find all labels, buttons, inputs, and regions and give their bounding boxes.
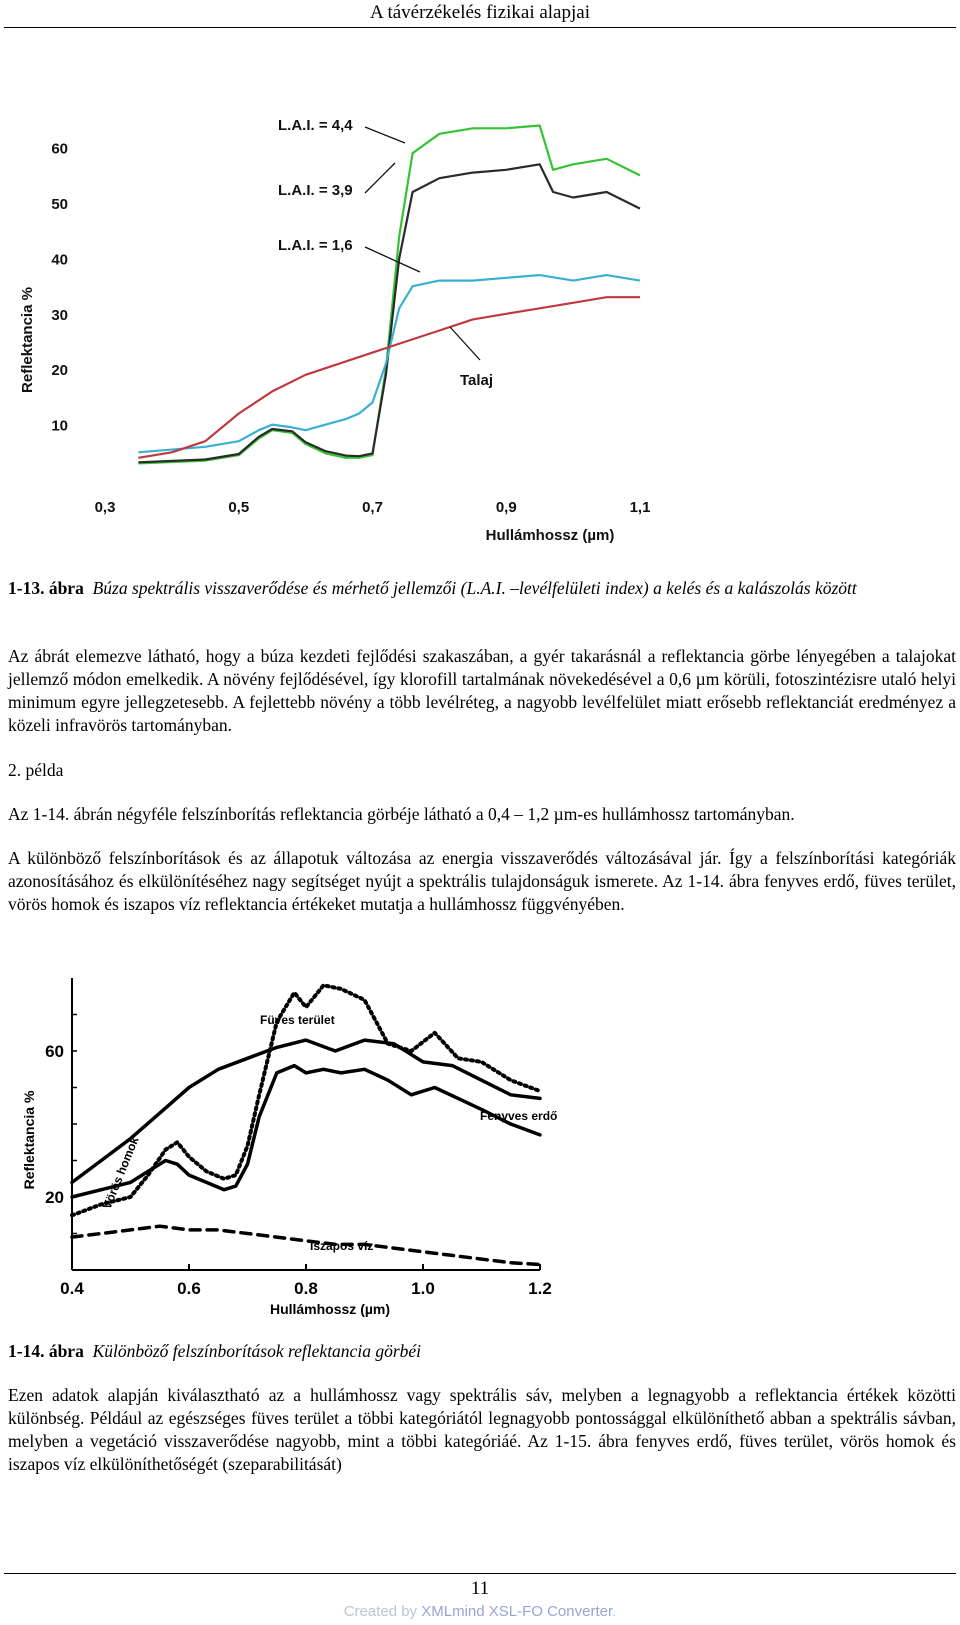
x-axis-label: Hullámhossz (µm) <box>269 1301 391 1317</box>
y-tick-label: 20 <box>45 1188 64 1207</box>
footer-rule <box>4 1573 956 1574</box>
x-tick-label: 0.8 <box>294 1279 318 1298</box>
x-tick-label: 0,9 <box>495 499 517 516</box>
figure-1-13-caption <box>8 577 956 599</box>
series-line <box>138 164 640 462</box>
annotation-arrow <box>365 163 395 193</box>
caption-text: Különböző felszínborítások reflektancia görbéi <box>92 1341 422 1361</box>
annotation-label: L.A.I. = 1,6 <box>278 237 353 254</box>
series-line <box>138 297 640 458</box>
created-brand: XMLmind XSL-FO Converter <box>421 1603 613 1620</box>
x-tick-label: 1,1 <box>629 499 651 516</box>
y-tick-label: 10 <box>51 417 68 435</box>
x-tick-label: 0,5 <box>228 499 250 516</box>
example-heading: 2. példa <box>8 760 64 780</box>
x-tick-label: 1.0 <box>411 1279 435 1298</box>
figure-1-13-chart <box>10 95 670 565</box>
x-tick-label: 1.2 <box>528 1279 552 1298</box>
created-suffix: . <box>612 1603 617 1620</box>
y-tick-label: 40 <box>51 251 68 269</box>
annotation-label: Iszapos víz <box>310 1239 374 1253</box>
page-header: A távérzékelés fizikai alapjai <box>370 2 590 23</box>
annotation-label: Talaj <box>460 372 494 389</box>
annotation-arrow <box>365 247 420 272</box>
y-axis-label: Reflektancia % <box>21 1090 37 1190</box>
annotation-label: Fenyves erdő <box>480 1109 558 1123</box>
paragraph-intro-1-14: Az 1-14. ábrán négyféle felszínborítás reflektancia görbéje látható a 0,4 – 1,2 µm-es hullámhossz tartományban. <box>8 804 795 824</box>
x-axis-label: Hullámhossz (µm) <box>485 527 615 544</box>
y-tick-label: 60 <box>45 1042 64 1061</box>
created-by-note <box>0 1603 960 1620</box>
x-tick-label: 0.4 <box>60 1279 84 1298</box>
annotation-label: L.A.I. = 3,9 <box>278 182 353 199</box>
annotation-label: Füves terület <box>260 1013 335 1027</box>
figure-1-14-chart <box>10 970 570 1325</box>
x-tick-label: 0,7 <box>362 499 383 516</box>
caption-label: 1-14. ábra <box>8 1341 84 1361</box>
y-tick-label: 60 <box>51 140 68 158</box>
series-line <box>72 1066 540 1197</box>
annotation-label: Vörös homok <box>99 1134 142 1212</box>
header-rule <box>4 27 956 28</box>
figure-1-14-caption <box>8 1340 956 1362</box>
paragraph-surface-cover: A különböző felszínborítások és az állapotuk változása az energia visszaverődés változásával jár. Így a felszínborítási kategóriák azonosításához és elkülönítéséhez nagy segítséget nyújt a spektrális tulajdonságuk ismerete. Az 1-14. ábra fenyves erdő, füves terület, vörös homok és iszapos víz reflektancia értékeket mutatja a hullámhossz függvényében. <box>8 848 956 914</box>
y-axis-label: Reflektancia % <box>19 287 36 393</box>
x-tick-label: 0,3 <box>94 499 116 516</box>
created-prefix: Created by <box>343 1603 422 1620</box>
series-line <box>72 1226 540 1264</box>
annotation-label: L.A.I. = 4,4 <box>278 117 353 134</box>
annotation-arrow <box>450 327 480 360</box>
series-line <box>138 275 640 452</box>
page-number: 11 <box>470 1578 490 1599</box>
series-line <box>138 126 640 464</box>
annotation-arrow <box>365 127 405 143</box>
y-tick-label: 30 <box>51 306 68 324</box>
x-tick-label: 0.6 <box>177 1279 201 1298</box>
caption-label: 1-13. ábra <box>8 578 84 598</box>
paragraph-separability: Ezen adatok alapján kiválasztható az a hullámhossz vagy spektrális sáv, melyben a legnagyobb a reflektancia értékek közötti különbség. Például az egészséges füves terület a többi kategóriától legnagyobb pontossággal elkülöníthető abban a spektrális sávban, melyben a vegetáció visszaverődése nagyobb, mint a többi kategóriáé. Az 1-15. ábra fenyves erdő, füves terület, vörös homok és iszapos víz elkülöníthetőségét (szeparabilitását) <box>8 1385 956 1474</box>
y-tick-label: 50 <box>51 196 68 214</box>
paragraph-analysis: Az ábrát elemezve látható, hogy a búza kezdeti fejlődési szakaszában, a gyér takarásnál a reflektancia görbe lényegében a talajokat jellemző módon emelkedik. A növény fejlődésével, így klorofill tartalmának növekedésével a 0,6 µm körüli, fotoszintézisre utaló helyi minimum egyre jellegzetesebb. A fejlettebb növény a több levélréteg, a nagyobb levélfelület miatt erősebb reflektanciát eredményez a közeli infravörös tartományban. <box>8 646 956 735</box>
y-tick-label: 20 <box>51 362 68 380</box>
caption-text: Búza spektrális visszaverődése és mérhető jellemzői (L.A.I. –levélfelületi index) a kelés és a kalászolás között <box>92 578 857 598</box>
